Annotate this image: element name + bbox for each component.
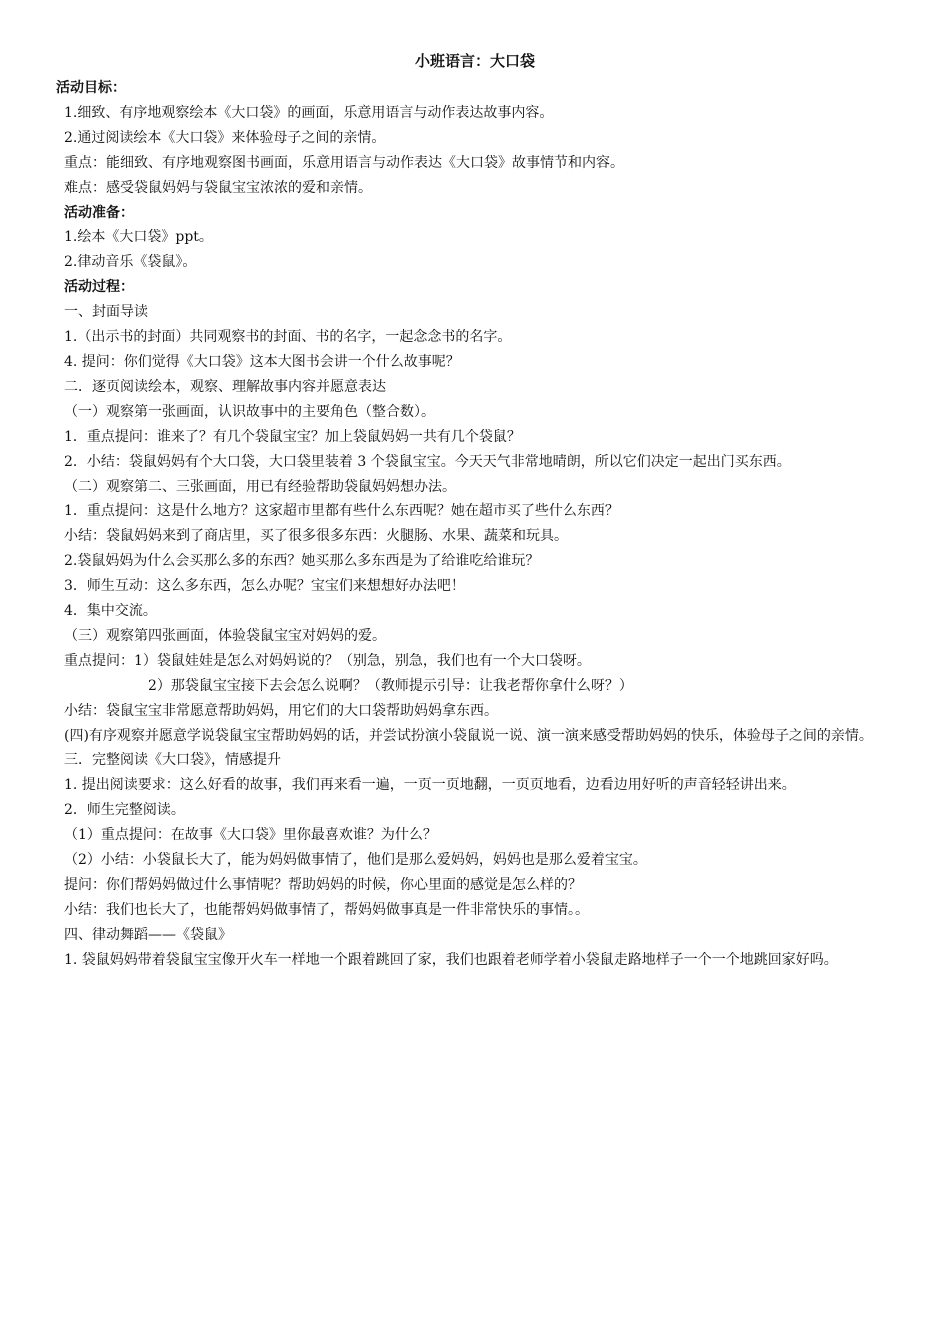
goal-item: 1.细致、有序地观察绘本《大口袋》的画面，乐意用语言与动作表达故事内容。 <box>64 104 554 121</box>
process-paragraph: 2．小结：袋鼠妈妈有个大口袋，大口袋里装着 3 个袋鼠宝宝。今天天气非常地晴朗，所以它们决定一起出门买东西。 <box>64 453 791 470</box>
preparation-item: 2.律动音乐《袋鼠》。 <box>64 254 197 271</box>
process-paragraph: 1．重点提问：谁来了？有几个袋鼠宝宝？加上袋鼠妈妈一共有几个袋鼠？ <box>64 428 521 445</box>
process-step-heading: 三．完整阅读《大口袋》，情感提升 <box>64 752 281 769</box>
process-step-heading: 四、律动舞蹈——《袋鼠》 <box>64 926 232 943</box>
preparation-item: 1.绘本《大口袋》ppt。 <box>64 229 213 246</box>
difficult-point: 难点：感受袋鼠妈妈与袋鼠宝宝浓浓的爱和亲情。 <box>64 179 372 196</box>
section-heading-goals: 活动目标： <box>56 80 126 96</box>
document-title: 小班语言：大口袋 <box>414 52 535 70</box>
process-subheading: （三）观察第四张画面，体验袋鼠宝宝对妈妈的爱。 <box>64 627 386 644</box>
goal-item: 2.通过阅读绘本《大口袋》来体验母子之间的亲情。 <box>64 129 386 146</box>
process-paragraph: 小结：袋鼠妈妈来到了商店里，买了很多很多东西：火腿肠、水果、蔬菜和玩具。 <box>64 528 568 545</box>
process-paragraph: 4．集中交流。 <box>64 603 157 620</box>
process-paragraph: 3．师生互动：这么多东西，怎么办呢？宝宝们来想想好办法吧！ <box>64 578 465 595</box>
process-paragraph: 1. 提出阅读要求：这么好看的故事，我们再来看一遍，一页一页地翻，一页页地看，边看边用好听的声音轻轻讲出来。 <box>64 777 796 794</box>
process-paragraph: （2）小结：小袋鼠长大了，能为妈妈做事情了，他们是那么爱妈妈，妈妈也是那么爱着宝宝。 <box>64 852 647 869</box>
section-heading-preparation: 活动准备： <box>64 204 134 221</box>
process-subheading: （二）观察第二、三张画面，用已有经验帮助袋鼠妈妈想办法。 <box>64 478 456 495</box>
process-paragraph: 重点提问：1）袋鼠娃娃是怎么对妈妈说的？（别急，别急，我们也有一个大口袋呀。 <box>64 652 591 669</box>
process-paragraph: 1．重点提问：这是什么地方？这家超市里都有些什么东西呢？她在超市买了些什么东西？ <box>64 503 619 520</box>
process-paragraph: 2．师生完整阅读。 <box>64 802 185 819</box>
process-paragraph: 提问：你们帮妈妈做过什么事情呢？帮助妈妈的时候，你心里面的感觉是怎么样的？ <box>64 877 582 893</box>
process-paragraph: 小结：袋鼠宝宝非常愿意帮助妈妈，用它们的大口袋帮助妈妈拿东西。 <box>64 702 498 719</box>
process-paragraph: （1）重点提问：在故事《大口袋》里你最喜欢谁？为什么？ <box>64 827 437 844</box>
section-heading-process: 活动过程： <box>64 279 134 296</box>
process-paragraph: 2.袋鼠妈妈为什么会买那么多的东西？她买那么多东西是为了给谁吃给谁玩？ <box>64 553 540 570</box>
process-step-heading: 一、封面导读 <box>64 304 148 321</box>
document-body <box>56 76 912 973</box>
process-subheading: （一）观察第一张画面，认识故事中的主要角色（整合数）。 <box>64 403 435 420</box>
process-paragraph: 4. 提问：你们觉得《大口袋》这本大图书会讲一个什么故事呢？ <box>64 353 460 370</box>
process-paragraph: 小结：我们也长大了，也能帮妈妈做事情了，帮妈妈做事真是一件非常快乐的事情。。 <box>64 901 589 918</box>
process-paragraph: (四)有序观察并愿意学说袋鼠宝宝帮助妈妈的话，并尝试扮演小袋鼠说一说、演一演来感受帮助妈妈的快乐，体验母子之间的亲情。 <box>64 727 873 744</box>
process-paragraph: 2）那袋鼠宝宝接下去会怎么说啊？（教师提示引导：让我老帮你拿什么呀？） <box>148 677 633 694</box>
key-point: 重点：能细致、有序地观察图书画面，乐意用语言与动作表达《大口袋》故事情节和内容。 <box>64 154 624 171</box>
process-step-heading: 二．逐页阅读绘本，观察、理解故事内容并愿意表达 <box>64 378 386 395</box>
process-paragraph: 1.（出示书的封面）共同观察书的封面、书的名字，一起念念书的名字。 <box>64 329 512 346</box>
process-paragraph: 1. 袋鼠妈妈带着袋鼠宝宝像开火车一样地一个跟着跳回了家，我们也跟着老师学着小袋鼠走路地样子一个一个地跳回家好吗。 <box>64 951 838 968</box>
